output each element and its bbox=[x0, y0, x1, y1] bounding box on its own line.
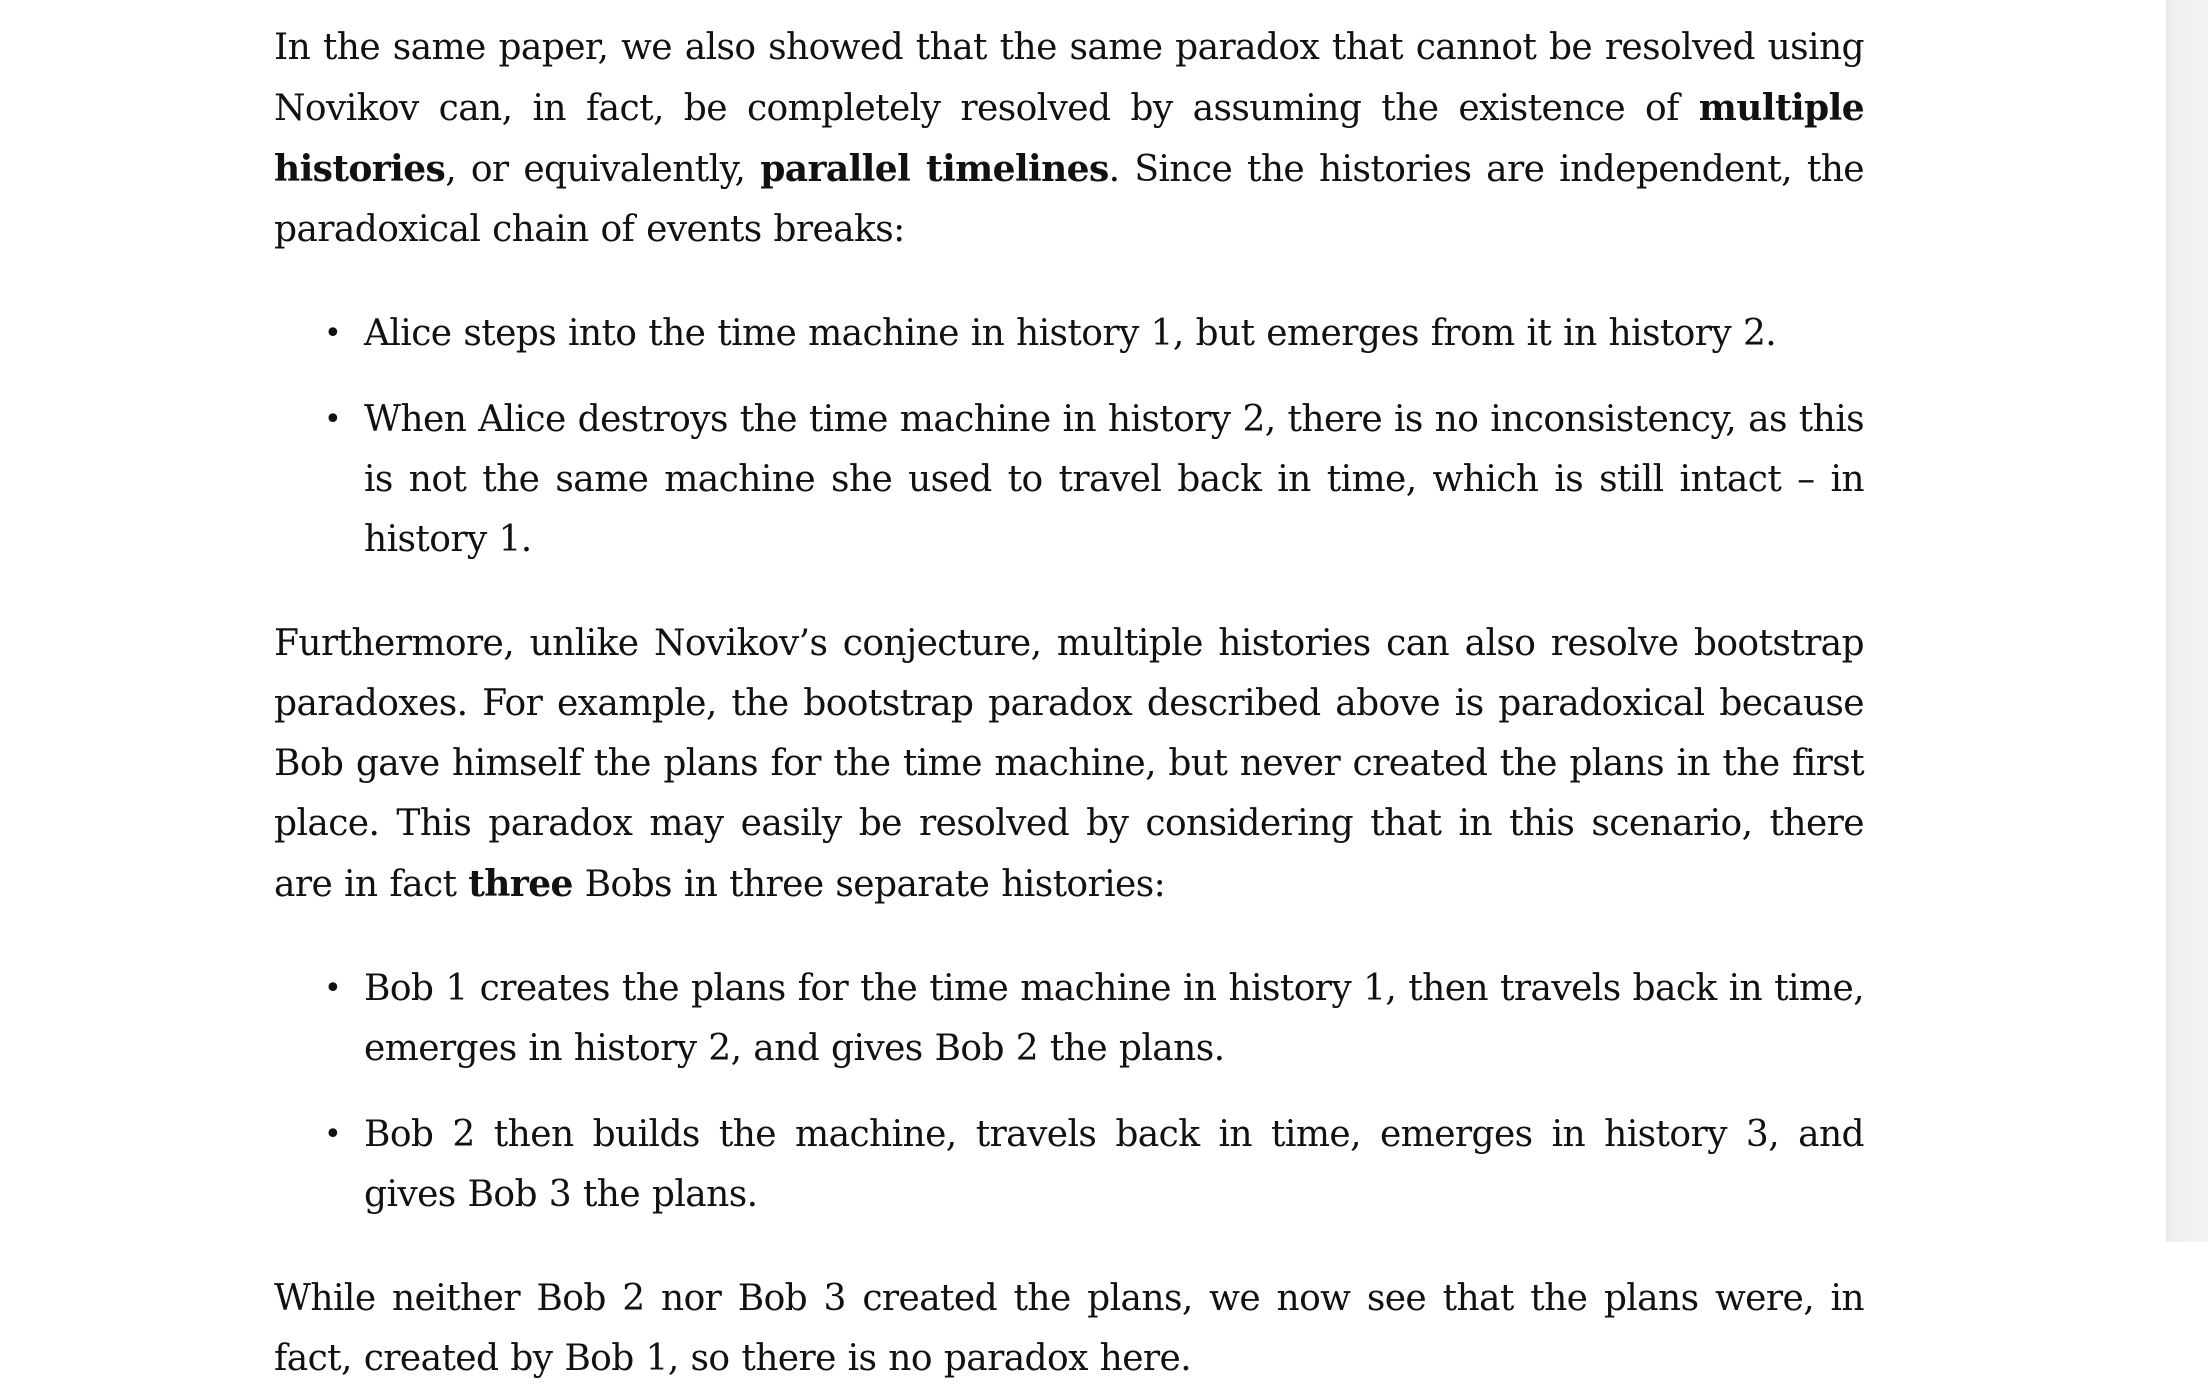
paragraph-bootstrap-paradox bbox=[274, 614, 1864, 915]
paragraph-1-text-c: . Since the histories are independent, the paradoxical chain of events breaks: bbox=[274, 149, 1864, 250]
list-item-text: Alice steps into the time machine in history 1, but emerges from it in history 2. bbox=[364, 313, 1777, 354]
paragraph-2-text-b: Bobs in three separate histories: bbox=[572, 864, 1166, 905]
paragraph-3-text: While neither Bob 2 nor Bob 3 created the plans, we now see that the plans were, in fact, created by Bob 1, so there is no paradox here. bbox=[274, 1278, 1864, 1379]
list-item-text: When Alice destroys the time machine in history 2, there is no inconsistency, as this is not the same machine she used to travel back in time, which is still intact – in history 1. bbox=[364, 399, 1864, 560]
paragraph-2-text-a: Furthermore, unlike Novikov’s conjecture, multiple histories can also resolve bootstrap paradoxes. For example, the bootstrap paradox described above is paradoxical because Bob gave himself the plans for the time machine, but never created the plans in the first place. This paradox may easily be resolved by considering that in this scenario, there are in fact bbox=[274, 623, 1864, 905]
paragraph-multiple-histories bbox=[274, 18, 1864, 260]
bold-multiple-histories: multiple histories bbox=[274, 87, 1864, 190]
list-item-text: Bob 2 then builds the machine, travels back in time, emerges in history 3, and gives Bob 3 the plans. bbox=[364, 1114, 1864, 1215]
paragraph-1-text-b: , or equivalently, bbox=[445, 149, 761, 190]
bullet-icon: • bbox=[324, 1117, 342, 1152]
list-item bbox=[274, 959, 1864, 1079]
bold-three: three bbox=[468, 863, 573, 905]
paragraph-1-text-a: In the same paper, we also showed that the same paradox that cannot be resolved using Novikov can, in fact, be completely resolved by assuming the existence of bbox=[274, 27, 1864, 129]
list-item-text: Bob 1 creates the plans for the time machine in history 1, then travels back in time, emerges in history 2, and gives Bob 2 the plans. bbox=[364, 968, 1864, 1069]
document-body bbox=[274, 18, 1864, 1389]
bullet-icon: • bbox=[324, 971, 342, 1006]
page-edge-shadow bbox=[2166, 0, 2208, 1242]
list-item bbox=[274, 304, 1864, 364]
bullet-icon: • bbox=[324, 316, 342, 351]
bob-bullet-list bbox=[274, 959, 1864, 1225]
bold-parallel-timelines: parallel timelines bbox=[760, 148, 1109, 190]
list-item bbox=[274, 390, 1864, 570]
list-item bbox=[274, 1105, 1864, 1225]
paragraph-conclusion bbox=[274, 1269, 1864, 1389]
bullet-icon: • bbox=[324, 402, 342, 437]
alice-bullet-list bbox=[274, 304, 1864, 570]
